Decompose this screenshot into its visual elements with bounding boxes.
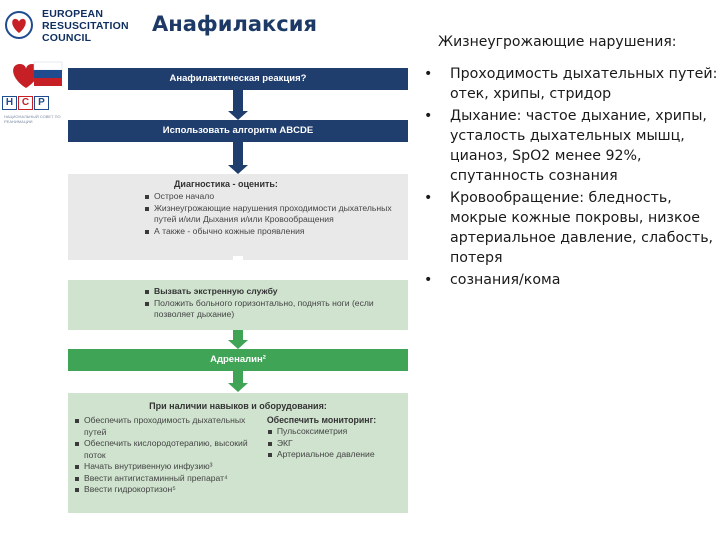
skills-left-list bbox=[74, 415, 259, 496]
anaphylaxis-flowchart bbox=[68, 68, 408, 513]
bullet-icon: • bbox=[424, 66, 433, 82]
life-threatening-heading: Жизнеугрожающие нарушения: bbox=[438, 34, 677, 50]
hcp-letter-p: P bbox=[34, 96, 49, 110]
life-threatening-item bbox=[420, 188, 720, 268]
bullet-icon: • bbox=[424, 190, 433, 206]
monitoring-column bbox=[267, 415, 402, 496]
erc-logo bbox=[2, 6, 142, 50]
monitoring-item: ЭКГ bbox=[267, 438, 402, 450]
hcp-badge bbox=[2, 96, 49, 110]
skills-item: Начать внутривенную инфузию³ bbox=[74, 461, 259, 473]
diagnostics-item: Острое начало bbox=[144, 191, 398, 203]
life-threatening-item-text: Дыхание: частое дыхание, хрипы, усталость дыхательных мышц, цианоз, SpO2 менее 92%, спутанность сознания bbox=[450, 108, 707, 184]
abcde-box bbox=[68, 120, 408, 142]
arrow-down-icon bbox=[228, 256, 248, 278]
life-threatening-list bbox=[420, 64, 720, 292]
arrow-down-icon bbox=[228, 371, 248, 391]
page-title: Анафилаксия bbox=[152, 12, 317, 36]
diagnostics-item: Жизнеугрожающие нарушения проходимости дыхательных путей и/или Дыхания и/или Кровообращения bbox=[144, 203, 398, 226]
adrenaline-box bbox=[68, 349, 408, 371]
monitoring-item: Артериальное давление bbox=[267, 449, 402, 461]
diagnostics-box bbox=[68, 174, 408, 260]
heart-flag-icon bbox=[4, 54, 64, 94]
life-threatening-item bbox=[420, 270, 720, 290]
skills-item: Ввести антигистаминный препарат⁴ bbox=[74, 473, 259, 485]
life-threatening-item bbox=[420, 64, 720, 104]
skills-title: При наличии навыков и оборудования: bbox=[149, 401, 327, 411]
life-threatening-item-text: Кровообращение: бледность, мокрые кожные покровы, низкое артериальное давление, слабость, потеря bbox=[450, 190, 714, 266]
monitoring-title: Обеспечить мониторинг: bbox=[266, 415, 377, 425]
hcp-letter-h: H bbox=[2, 96, 17, 110]
life-threatening-item-text: Проходимость дыхательных путей: отек, хрипы, стридор bbox=[450, 66, 718, 102]
monitoring-item: Пульсоксиметрия bbox=[267, 426, 402, 438]
bullet-icon: • bbox=[424, 272, 433, 288]
anaphylactic-reaction-box bbox=[68, 68, 408, 90]
skills-item: Ввести гидрокортизон⁵ bbox=[74, 484, 259, 496]
erc-line-3: COUNCIL bbox=[42, 32, 92, 44]
adrenaline-label: Адреналин² bbox=[210, 354, 266, 365]
erc-name bbox=[42, 8, 129, 44]
arrow-down-icon bbox=[228, 330, 248, 348]
diagnostics-item: А также - обычно кожные проявления bbox=[144, 226, 398, 238]
emergency-item: Положить больного горизонтально, поднять ноги (если позволяет дыхание) bbox=[144, 298, 398, 321]
arrow-down-icon bbox=[228, 90, 248, 120]
life-threatening-item-text: сознания/кома bbox=[450, 272, 561, 288]
skills-item: Обеспечить проходимость дыхательных путей bbox=[74, 415, 259, 438]
arrow-down-icon bbox=[228, 142, 248, 174]
heart-lungs-icon bbox=[4, 10, 34, 40]
erc-line-1: EUROPEAN bbox=[42, 8, 104, 20]
bullet-icon: • bbox=[424, 108, 433, 124]
emergency-list bbox=[144, 286, 398, 321]
erc-line-2: RESUSCITATION bbox=[42, 20, 129, 32]
anaphylactic-reaction-label: Анафилактическая реакция? bbox=[169, 73, 307, 84]
diagnostics-title: Диагностика - оценить: bbox=[174, 179, 278, 189]
skills-box bbox=[68, 393, 408, 513]
abcde-label: Использовать алгоритм ABCDE bbox=[162, 125, 314, 136]
diagnostics-list bbox=[144, 191, 398, 237]
monitoring-list bbox=[267, 426, 402, 461]
skills-item: Обеспечить кислородотерапию, высокий поток bbox=[74, 438, 259, 461]
emergency-item: Вызвать экстренную службу bbox=[144, 286, 398, 298]
hcp-subtitle: НАЦИОНАЛЬНЫЙ СОВЕТ ПО РЕАНИМАЦИИ bbox=[4, 114, 61, 124]
hcp-letter-c: C bbox=[18, 96, 33, 110]
emergency-box bbox=[68, 280, 408, 330]
life-threatening-item bbox=[420, 106, 720, 186]
